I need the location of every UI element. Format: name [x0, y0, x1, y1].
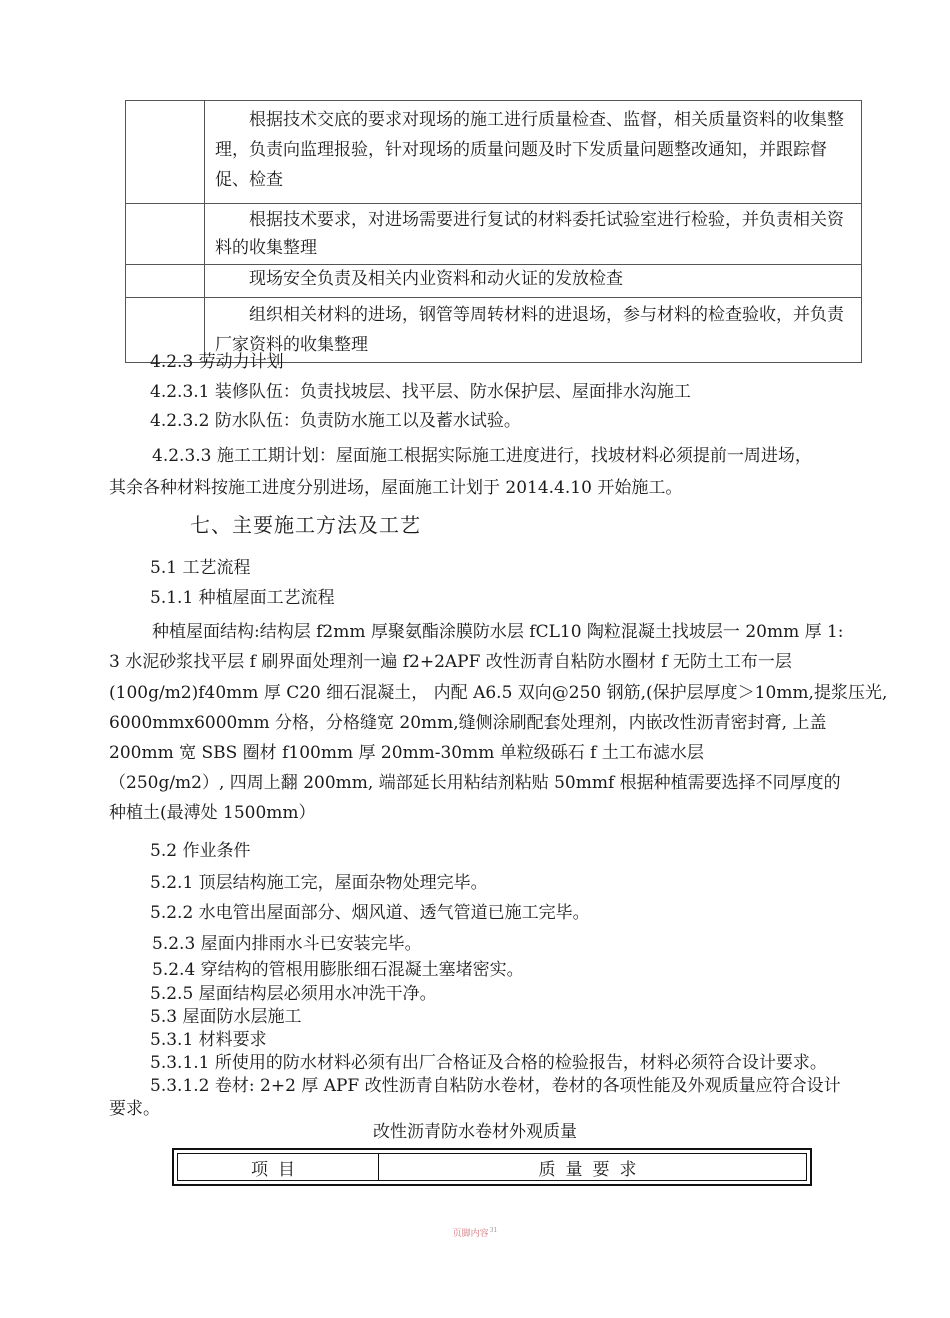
item-5-3-1-2-line-1: 5.3.1.2 卷材: 2+2 厚 APF 改性沥青自粘防水卷材，卷材的各项性能及外观质量应符合设计: [150, 1076, 841, 1096]
page-number: 31: [489, 1227, 498, 1234]
subsection-5-2: 5.2 作业条件: [150, 841, 251, 861]
labor-plan-item-1: 4.2.3.1 装修队伍：负责找坡层、找平层、防水保护层、屋面排水沟施工: [150, 382, 691, 402]
table-header-row: [178, 1154, 807, 1181]
labor-plan-item-2: 4.2.3.2 防水队伍：负责防水施工以及蓄水试验。: [150, 411, 521, 431]
labor-plan-item-3-line-1: 4.2.3.3 施工工期计划：屋面施工根据实际施工进度进行，找坡材料必须提前一周进场，: [152, 446, 812, 466]
column-header-item: 项目: [178, 1154, 379, 1181]
structure-line: 200mm 宽 SBS 圈材 f100mm 厚 20mm-30mm 单粒级砾石 f 土工布滤水层: [109, 743, 704, 763]
structure-line: 6000mmx6000mm 分格，分格缝宽 20mm,缝侧涂刷配套处理剂，内嵌改性沥青密封膏, 上盖: [109, 713, 827, 733]
table-row: [126, 204, 862, 265]
duty-cell: 现场安全负责及相关内业资料和动火证的发放检查: [205, 265, 862, 298]
subsection-5-1-1: 5.1.1 种植屋面工艺流程: [150, 588, 335, 608]
table-row: [126, 265, 862, 298]
structure-line: 3 水泥砂浆找平层 f 刷界面处理剂一遍 f2+2APF 改性沥青自粘防水圈材 f 无防土工布一层: [109, 652, 792, 672]
structure-line: 种植土(最溥处 1500mm）: [109, 803, 316, 823]
labor-plan-item-3-line-2: 其余各种材料按施工进度分别进场，屋面施工计划于 2014.4.10 开始施工。: [109, 478, 683, 498]
table-caption: 改性沥青防水卷材外观质量: [373, 1122, 577, 1142]
subsection-5-3-1: 5.3.1 材料要求: [150, 1030, 267, 1050]
item-5-2-2: 5.2.2 水电管出屋面部分、烟风道、透气管道已施工完毕。: [150, 903, 590, 923]
duty-table: [125, 100, 862, 363]
section-title: 七、主要施工方法及工艺: [190, 513, 421, 537]
item-5-2-5: 5.2.5 屋面结构层必须用水冲洗干净。: [150, 984, 437, 1004]
subsection-5-1: 5.1 工艺流程: [150, 558, 251, 578]
item-5-3-1-1: 5.3.1.1 所使用的防水材料必须有出厂合格证及合格的检验报告，材料必须符合设计要求。: [150, 1053, 827, 1073]
footer-text: 页脚内容: [452, 1229, 489, 1239]
item-5-2-1: 5.2.1 顶层结构施工完，屋面杂物处理完毕。: [150, 873, 488, 893]
quality-table: [177, 1153, 807, 1181]
page-footer: [0, 1226, 950, 1239]
item-5-2-4: 5.2.4 穿结构的管根用膨胀细石混凝土塞堵密实。: [152, 960, 524, 980]
item-5-2-3: 5.2.3 屋面内排雨水斗已安装完毕。: [152, 934, 422, 954]
labor-plan-heading: 4.2.3 劳动力计划: [150, 352, 284, 372]
role-cell: [126, 265, 205, 298]
duty-cell: 根据技术交底的要求对现场的施工进行质量检查、监督，相关质量资料的收集整理，负责向监理报验，针对现场的质量问题及时下发质量问题整改通知，并跟踪督促、检查: [205, 101, 862, 204]
structure-line: (100g/m2)f40mm 厚 C20 细石混凝土， 内配 A6.5 双向@250 钢筋,(保护层厚度＞10mm,提浆压光,: [109, 683, 888, 703]
quality-table-frame: [172, 1148, 812, 1186]
column-header-requirement: 质量要求: [379, 1154, 807, 1181]
duty-cell: 根据技术要求，对进场需要进行复试的材料委托试验室进行检验，并负责相关资料的收集整理: [205, 204, 862, 265]
structure-line: （250g/m2）, 四周上翻 200mm, 端部延长用粘结剂粘贴 50mmf 根据种植需要选择不同厚度的: [109, 773, 841, 793]
subsection-5-3: 5.3 屋面防水层施工: [150, 1007, 302, 1027]
role-cell: [126, 204, 205, 265]
duty-cell: 组织相关材料的进场，钢管等周转材料的进退场，参与材料的检查验收，并负责厂家资料的收集整理: [205, 298, 862, 363]
structure-line: 种植屋面结构:结构层 f2mm 厚聚氨酯涂膜防水层 fCL10 陶粒混凝土找坡层一 20mm 厚 1:: [152, 622, 844, 642]
item-5-3-1-2-line-2: 要求。: [109, 1099, 160, 1119]
role-cell: [126, 101, 205, 204]
table-row: [126, 101, 862, 204]
